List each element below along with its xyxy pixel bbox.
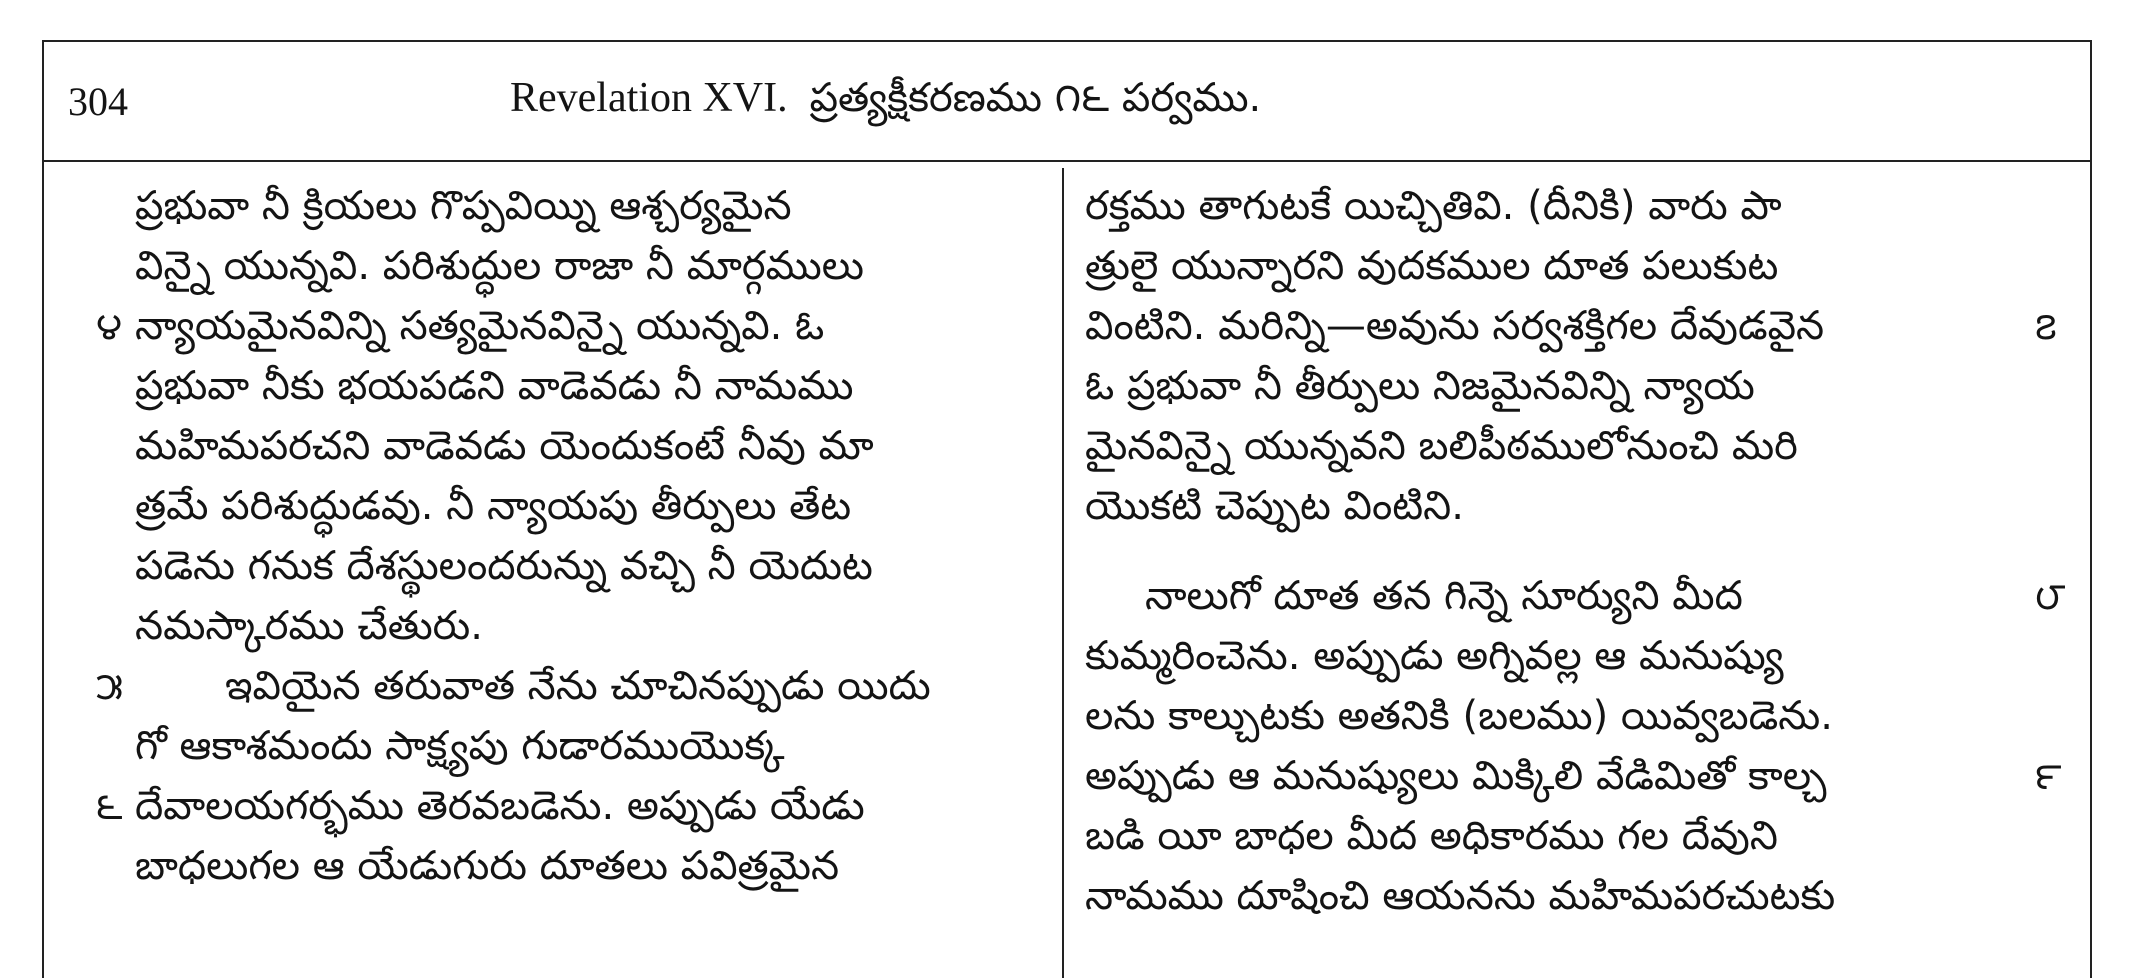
- text-line: గో ఆకాశమందు సాక్ష్యపు గుడారముయొక్క: [135, 723, 785, 769]
- text-line: న్యాయమైనవిన్ని సత్యమైనవిన్నై యున్నవి. ఓ: [135, 303, 825, 349]
- text-line: నామము దూషించి ఆయనను మహిమపరచుటకు: [1085, 873, 1836, 919]
- left-border-rule: [42, 40, 44, 978]
- column-divider: [1062, 168, 1064, 978]
- text-line: మహిమపరచని వాడెవడు యెందుకంటే నీవు మా: [135, 423, 874, 469]
- text-line: యొకటి చెప్పుట వింటిని.: [1085, 483, 1464, 529]
- text-line: బాధలుగల ఆ యేడుగురు దూతలు పవిత్రమైన: [135, 843, 840, 889]
- right-border-rule: [2090, 40, 2092, 978]
- verse-number: ౯: [2035, 754, 2062, 798]
- verse-number: ౬: [96, 784, 123, 828]
- header-rule: [42, 160, 2090, 162]
- text-line: అప్పుడు ఆ మనుష్యులు మిక్కిలి వేడిమితో కాల్చ: [1085, 753, 1827, 799]
- text-line: మైనవిన్నై యున్నవని బలిపీఠములోనుంచి మరి: [1085, 423, 1798, 469]
- top-border-rule: [42, 40, 2090, 42]
- text-line: త్రమే పరిశుద్ధుడవు. నీ న్యాయపు తీర్పులు తేట: [135, 483, 852, 529]
- text-line: కుమ్మరించెను. అప్పుడు అగ్నివల్ల ఆ మనుష్యు: [1085, 633, 1784, 679]
- text-line: రక్తము తాగుటకే యిచ్చితివి. (దీనికి) వారు పా: [1085, 183, 1782, 229]
- verse-number: ౫: [96, 664, 124, 708]
- verse-number: ౭: [2035, 304, 2057, 348]
- running-head-telugu: ప్రత్యక్షీకరణము ౧౬ పర్వము.: [809, 75, 1262, 121]
- verse-number: ౮: [2035, 574, 2066, 618]
- text-line: త్రులై యున్నారని వుదకముల దూత పలుకుట: [1085, 243, 1779, 289]
- running-head: [510, 74, 1261, 131]
- text-line: నాలుగో దూత తన గిన్నె సూర్యుని మీద: [1145, 573, 1743, 619]
- text-line: ప్రభువా నీ క్రియలు గొప్పవియ్ని ఆశ్చర్యమైన: [135, 183, 792, 229]
- text-line: ఇవియైన తరువాత నేను చూచినప్పుడు యిదు: [225, 663, 931, 709]
- text-line: లను కాల్చుటకు అతనికి (బలము) యివ్వబడెను.: [1085, 693, 1833, 739]
- page-number: 304: [68, 79, 128, 124]
- verse-number: ౪: [96, 304, 123, 348]
- text-line: నమస్కారము చేతురు.: [135, 603, 483, 649]
- text-line: వింటిని. మరిన్ని—అవును సర్వశక్తిగల దేవుడవైన: [1085, 303, 1825, 349]
- text-line: పడెను గనుక దేశస్థులందరున్ను వచ్చి నీ యెదుట: [135, 543, 873, 589]
- text-line: విన్నై యున్నవి. పరిశుద్ధుల రాజా నీ మార్గములు: [135, 243, 864, 289]
- text-line: ప్రభువా నీకు భయపడని వాడెవడు నీ నామము: [135, 363, 854, 409]
- text-line: ఓ ప్రభువా నీ తీర్పులు నిజమైనవిన్ని న్యాయ: [1085, 363, 1755, 409]
- running-head-title: Revelation XVI.: [510, 75, 788, 121]
- text-line: దేవాలయగర్భము తెరవబడెను. అప్పుడు యేడు: [135, 783, 865, 829]
- text-line: బడి యీ బాధల మీద అధికారము గల దేవుని: [1085, 813, 1778, 859]
